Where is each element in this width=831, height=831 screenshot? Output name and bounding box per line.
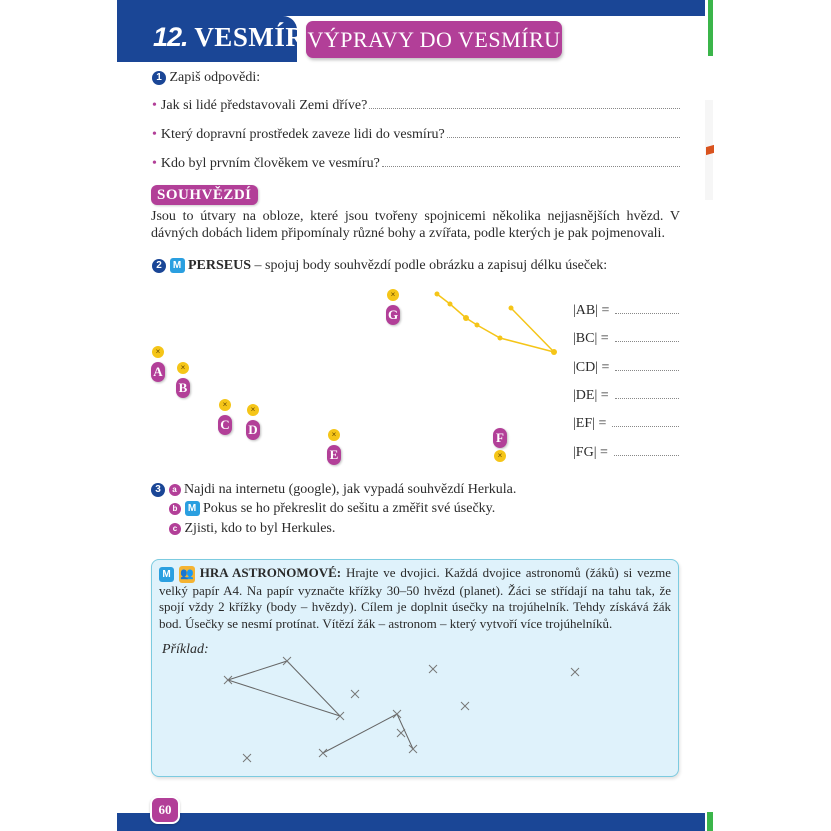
answer-line[interactable] <box>615 397 679 399</box>
cross-mark <box>283 657 291 665</box>
exercise-1-heading <box>152 70 260 86</box>
star-label-a: A <box>151 362 165 382</box>
answer-line[interactable] <box>447 136 680 138</box>
example-triangle <box>228 661 340 716</box>
star-label-e: E <box>327 445 341 465</box>
question-text: Kdo byl prvním člověkem ve vesmíru? <box>160 156 380 171</box>
star-point-e[interactable]: × <box>328 429 340 441</box>
example-label: Příklad: <box>162 642 209 657</box>
question-text: Jak si lidé představovali Zemi dříve? <box>160 98 368 113</box>
perseus-line-main <box>437 294 554 352</box>
answer-line[interactable] <box>615 312 679 314</box>
cross-mark <box>351 690 359 698</box>
perseus-preview-star <box>448 302 453 307</box>
cross-mark <box>461 702 469 710</box>
exercise-3c-text: Zjisti, kdo to byl Herkules. <box>184 521 336 536</box>
perseus-preview-star <box>509 306 514 311</box>
star-label-d: D <box>246 420 260 440</box>
segment-label: |EF| = <box>573 416 607 431</box>
star-point-c[interactable]: × <box>219 399 231 411</box>
star-point-b[interactable]: × <box>177 362 189 374</box>
exercise-number-badge: 2 <box>152 259 166 273</box>
example-crosses <box>224 657 579 762</box>
exercise-3a <box>151 482 516 498</box>
perseus-preview-star <box>498 336 503 341</box>
exercise-3c <box>169 521 335 537</box>
top-bar <box>117 0 705 16</box>
answer-line[interactable] <box>369 107 680 109</box>
star-label-b: B <box>176 378 190 398</box>
cross-mark <box>429 665 437 673</box>
constellation-label: SOUHVĚZDÍ <box>151 185 258 205</box>
pair-work-icon: 👥 <box>179 566 195 583</box>
bullet-icon: • <box>152 98 157 113</box>
exercise-2-title: PERSEUS <box>188 258 252 273</box>
bottom-bar <box>117 813 705 831</box>
game-description <box>159 565 671 632</box>
exercise-3b <box>169 501 495 517</box>
edge-marker-green-bottom <box>707 812 713 831</box>
constellation-description: Jsou to útvary na obloze, které jsou tvořeny spojnicemi několika nejjasnějších hvězd. V dávných dobách lidem připomínaly různé bohy a zvířata, podle kterých je pak pojmenovali. <box>151 209 680 241</box>
question-2 <box>152 127 680 143</box>
answer-line[interactable] <box>614 454 679 456</box>
cross-mark <box>397 729 405 737</box>
perseus-preview-star <box>551 349 557 355</box>
star-point-a[interactable]: × <box>152 346 164 358</box>
star-label-f: F <box>493 428 507 448</box>
cross-mark <box>336 712 344 720</box>
game-title: HRA ASTRONOMOVÉ: <box>199 565 342 580</box>
exercise-number-badge: 1 <box>152 71 166 85</box>
exercise-number-badge: 3 <box>151 483 165 497</box>
exercise-3b-text: Pokus se ho překreslit do sešitu a změřit své úsečky. <box>203 501 496 516</box>
perseus-preview-star <box>463 315 469 321</box>
segment-label: |DE| = <box>573 388 609 403</box>
segment-label: |BC| = <box>573 331 609 346</box>
segment-ab <box>573 303 679 319</box>
question-1 <box>152 98 680 114</box>
bullet-icon: • <box>152 127 157 142</box>
question-text: Který dopravní prostředek zaveze lidi do vesmíru? <box>160 127 445 142</box>
exercise-2-instruction: – spojuj body souhvězdí podle obrázku a zapisuj délku úseček: <box>251 258 608 273</box>
subtask-badge-c: c <box>169 523 181 535</box>
edge-marker-green <box>708 0 713 56</box>
segment-bc <box>573 331 679 347</box>
answer-line[interactable] <box>615 340 679 342</box>
cross-mark <box>409 745 417 753</box>
perseus-line-branch <box>511 308 554 352</box>
perseus-preview-star <box>475 323 480 328</box>
question-3 <box>152 156 680 172</box>
cross-mark <box>571 668 579 676</box>
perseus-preview-diagram <box>420 285 570 360</box>
subtask-badge-a: a <box>169 484 181 496</box>
answer-line[interactable] <box>615 369 679 371</box>
page-number: 60 <box>150 796 180 824</box>
cross-mark <box>243 754 251 762</box>
cross-mark <box>224 676 232 684</box>
subtask-badge-b: b <box>169 503 181 515</box>
star-label-c: C <box>218 415 232 435</box>
math-badge-icon: M <box>159 567 174 582</box>
exercise-2-heading <box>152 258 607 274</box>
star-point-d[interactable]: × <box>247 404 259 416</box>
section-title: VÝPRAVY DO VESMÍRU <box>306 21 562 58</box>
segment-de <box>573 388 679 404</box>
perseus-preview-star <box>435 292 440 297</box>
cross-mark <box>393 710 401 718</box>
example-diagram <box>151 630 677 775</box>
segment-label: |CD| = <box>573 360 610 375</box>
game-text: Hrajte ve dvojici. Každá dvojice astronomů (žáků) si vezme velký papír A4. Na papír vyznačte křížky 30–50 hvězd (planet). Žáci se střídají na tahu tak, že spojí vždy 2 křížky (body – hvězdy). Cílem je doplnit úsečky na trojúhelník. Tehdy získává žák bod. Úsečky se nesmí protínat. Vítězí žák – astronom – který vytvoří více trojúhelníků. <box>159 565 672 631</box>
math-badge-icon: M <box>170 258 185 273</box>
exercise-3a-text: Najdi na internetu (google), jak vypadá souhvězdí Herkula. <box>184 482 517 497</box>
bullet-icon: • <box>152 156 157 171</box>
exercise-1-instruction: Zapiš odpovědi: <box>169 70 261 85</box>
chapter-number: 12. <box>153 22 188 52</box>
star-label-g: G <box>386 305 400 325</box>
segment-ef <box>573 416 679 432</box>
segment-label: |FG| = <box>573 445 608 460</box>
chapter-title <box>153 22 305 53</box>
chapter-name: VESMÍR <box>194 22 306 52</box>
star-point-f[interactable]: × <box>494 450 506 462</box>
segment-label: |AB| = <box>573 303 610 318</box>
segment-cd <box>573 360 679 376</box>
answer-line[interactable] <box>612 425 679 427</box>
cross-mark <box>319 749 327 757</box>
star-point-g[interactable]: × <box>387 289 399 301</box>
answer-line[interactable] <box>382 165 680 167</box>
segment-fg <box>573 445 679 461</box>
math-badge-icon: M <box>185 501 200 516</box>
